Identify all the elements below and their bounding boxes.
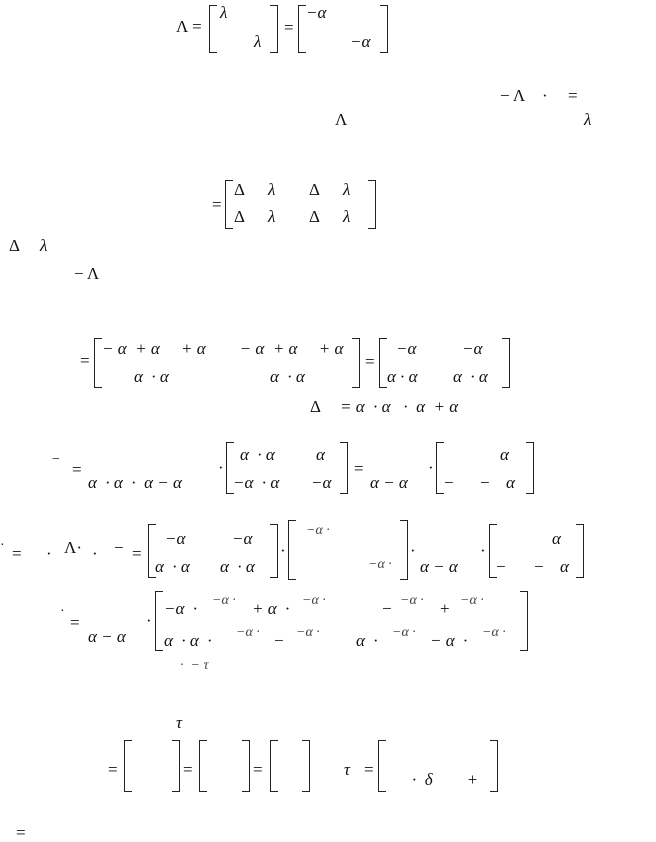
eq7-matrix4-right-bracket [490,740,498,792]
eq3-m2-r1-b: −α [462,339,483,358]
eq5-m3-r2-a: − [496,557,506,576]
eq6-left-bracket [155,591,163,651]
eq6-r2-h: −α · [482,625,506,640]
eq2-lhs: = [212,195,222,214]
line4-text-b: λ [40,236,48,255]
eq6-r1-a: −α · [164,599,198,618]
eq6-r2-e: α · [356,631,378,650]
eq1-m2-r1: −α [306,3,327,22]
line2-text-c: = [568,86,578,105]
eq1-m1-r2: λ [254,32,262,51]
eq5-lhs-a: · [0,538,5,553]
eq6-right-bracket [520,591,528,651]
eq3-m1-r1: − α + α + α − α + α + α [102,339,344,358]
eq3-matrix2-left-bracket [379,338,387,388]
eq3-m2-r2-a: α · α [387,367,418,386]
eq1-matrix1-right-bracket [270,5,278,53]
eq3-m1-r2-b: α · α [270,367,305,386]
line8-equals: = [16,823,26,842]
eq7-matrix3-left-bracket [270,740,278,792]
eq1-matrix1-left-bracket [209,5,217,53]
eq5-matrix2-left-bracket [288,520,296,580]
eq3-m2-r2-b: α · α [453,367,488,386]
eq5-dot2: · [410,541,416,560]
eq6-r1-h: −α · [460,593,484,608]
eq2-r1c2: λ [268,180,276,199]
eq7-lhs: = [108,760,118,779]
eq5-mid: α − α [420,557,458,576]
eq2-r1c1: Δ [234,180,245,199]
eq5-m2-r1: −α · [306,523,330,538]
eq5-matrix3-right-bracket [576,524,584,578]
eq4-matrix2-left-bracket [436,442,444,494]
eq6-r1-f: −α · [400,593,424,608]
eq4-m1-r1-b: α [316,445,325,464]
eq1-m2-r2: −α [350,32,371,51]
eq6-lhs-b: = [70,613,80,632]
eq1-m1-r1: λ [220,3,228,22]
eq7-inner: · δ + [412,770,479,789]
eq4-m1-r2-b: −α [311,473,332,492]
eq6-r1-b: −α · [212,593,236,608]
eq5-m3-r1: α [552,529,561,548]
eq5-m1-r2-b: α · α [220,557,255,576]
eq5-equals: = [132,544,142,563]
eq7-matrix1-left-bracket [124,740,132,792]
eq2-r2c1: Δ [234,207,245,226]
eq1-matrix2-left-bracket [298,5,306,53]
eq3-m2-r1-a: −α [396,339,417,358]
eq4-m1-r2-a: −α · α [233,473,280,492]
line2-text-a: − Λ [500,86,526,105]
eq6-r1-d: −α · [302,593,326,608]
eq3-matrix1-left-bracket [94,338,102,388]
eq6-r2-a: α · α · [164,631,212,650]
eq2-r2c4: λ [343,207,351,226]
eq4-dot: · [218,458,224,477]
eq5-dot3: · [480,541,486,560]
eq4-prefix: α · α · α − α [88,473,182,492]
eq6-r2-g: − α · [430,631,468,650]
eq3-m1-r2-a: α · α [134,367,169,386]
eq7-matrix3-right-bracket [302,740,310,792]
line7-tau: τ [176,713,183,732]
eq5-lhs-c: · [46,544,52,563]
eq4-lhs-b: = [72,460,82,479]
line2-text-b: · [542,86,548,105]
line3-text-b: λ [584,110,592,129]
line5-text-a: − Λ [74,264,100,283]
eq3-lhs: = [80,351,90,370]
line6-text-b: = α · α · α + α [340,397,459,416]
eq4-equals: = [354,459,364,478]
eq3-matrix1-right-bracket [352,338,360,388]
eq7-tau: τ [344,760,351,779]
eq6-r1-g: + [440,599,450,618]
line4-text-a: Δ [9,236,20,255]
eq6-r1-c: + α · [252,599,290,618]
eq4-matrix2-right-bracket [526,442,534,494]
eq6-sub: · − τ [180,658,209,673]
eq5-matrix1-right-bracket [270,524,278,578]
eq5-dot: · [280,541,286,560]
eq6-prefix: α − α [88,627,126,646]
eq6-r2-c: − [274,631,284,650]
eq4-m2-r1: α [500,445,509,464]
eq1-equals: = [284,18,294,37]
eq4-m2-r2-a: − [444,473,454,492]
eq5-m1-r1-a: −α [165,529,186,548]
eq2-r1c3: Δ [309,180,320,199]
eq6-lhs-a: · [60,604,65,619]
eq5-m1-r1-b: −α [232,529,253,548]
eq5-lhs-e: · [92,544,98,563]
eq2-r2c2: λ [268,207,276,226]
eq2-r2c3: Δ [309,207,320,226]
eq7-matrix2-left-bracket [199,740,207,792]
eq7-matrix4-left-bracket [378,740,386,792]
eq5-matrix2-right-bracket [400,520,408,580]
eq4-m2-r2-c: α [506,473,515,492]
eq1-lhs: Λ = [176,17,202,36]
eq2-right-bracket [368,180,376,229]
eq4-mid: α − α [370,473,408,492]
eq5-lhs-b: = [12,544,22,563]
eq4-m2-r2-b: − [480,473,490,492]
eq5-m1-r2-a: α · α [155,557,190,576]
eq5-lhs-f: − [114,538,124,557]
eq7-equals1: = [183,760,193,779]
eq4-m1-r1-a: α · α [240,445,275,464]
line3-text-a: Λ [335,110,348,129]
eq6-r1-e: − [382,599,392,618]
eq7-equals2: = [253,760,263,779]
eq6-r2-b: −α · [236,625,260,640]
eq1-matrix2-right-bracket [380,5,388,53]
eq6-r2-f: −α · [392,625,416,640]
eq2-left-bracket [225,180,233,229]
eq4-matrix1-right-bracket [340,442,348,494]
eq2-r1c4: λ [343,180,351,199]
eq5-m3-r2-b: − [534,557,544,576]
line6-text-a: Δ [310,397,321,416]
eq5-m3-r2-c: α [560,557,569,576]
eq3-equals: = [365,352,375,371]
eq7-matrix2-right-bracket [242,740,250,792]
eq4-lhs-a: − [52,452,60,467]
eq3-matrix2-right-bracket [502,338,510,388]
eq5-lhs-d: Λ· [64,538,82,557]
eq7-matrix1-right-bracket [172,740,180,792]
eq6-dot: · [146,611,152,630]
eq4-dot2: · [428,458,434,477]
eq7-equals3: = [364,760,374,779]
eq5-m2-r2: −α · [368,557,392,572]
eq6-r2-d: −α · [296,625,320,640]
